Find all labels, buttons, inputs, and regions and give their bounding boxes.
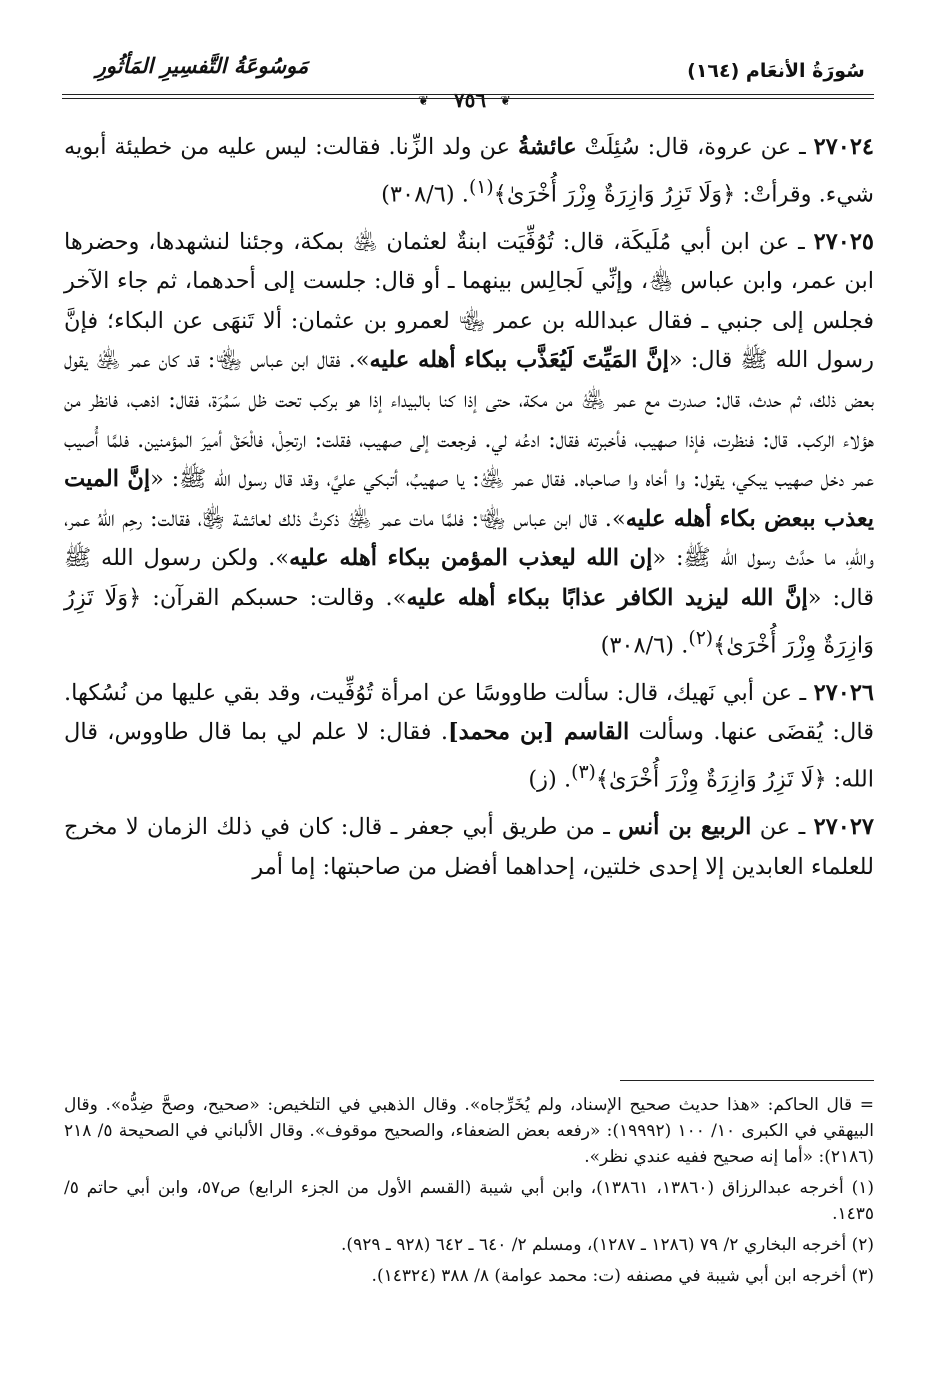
footnote-separator [620,1080,874,1081]
narrator-name: الربيع بن أنس [618,814,752,840]
entry-text: ـ عن عروة، قال: سُئِلَتْ [576,134,806,160]
footnote-ref: (٢) [688,627,714,649]
page-number: ٧٥٦ [453,88,487,112]
footnotes [64,1092,874,1294]
entry-27027 [64,808,874,887]
entry-reference: . (٣٠٨/٦) [381,181,469,208]
footnote-continued: = قال الحاكم: «هذا حديث صحيح الإسناد، ولم يُخَرِّجاه». وقال الذهبي في التلخيص: «صحيح، وصحَّ ضِدُّه». وقال البيهقي في الكبرى ١٠/ ١٠٠ (١٩٩٩٢): «رفعه بعض الضعفاء، والصحيح موقوف». وقال الألباني في الصحيحة ٥/ ٢١٨ (٢١٨٦): «أما إنه صحيح ففيه عندي نظر». [64,1095,874,1167]
entry-text: ـ من طريق أبي جعفر ـ قال: كان في ذلك الزمان لا مخرج للعلماء العابدين إلا إحدى خلتين، إحداهما أفضل من صاحبتها: إما أمر [64,814,874,880]
entry-text: ـ عن [751,814,806,840]
entry-text: ». وقالت: حسبكم القرآن: ﴿وَلَا تَزِرُ وَازِرَةٌ وِزْرَ أُخْرَىٰ﴾ [64,585,874,659]
entry-text: . فقال: لا علم لي بما قال طاووس، قال الله: ﴿لَا تَزِرُ وَازِرَةٌ وِزْرَ أُخْرَىٰ﴾ [64,719,874,793]
surah-header: سُورَةُ الأنعَام (١٦٤) [687,60,865,82]
book-title-header: مَوسُوعَةُ التَّفسِيرِ المَأثُورِ [95,54,309,78]
footnote-ref: (٣) [571,761,596,783]
hadith-quote: إنَّ الميت يعذب ببعض بكاء أهله عليه [64,466,874,532]
hadith-quote: إنَّ الله ليزيد الكافر عذابًا ببكاء أهله عليه [406,585,808,612]
entry-text: ». قال ابن عباس ﵄: فلمَّا مات عمر ﵁ ذكرتُ ذلك لعائشة ﵂، فقالت: رحِم اللهُ عمر، واللهِ، ما حدَّث رسول الله ﷺ: « [64,505,874,572]
entry-reference: . (٣٠٨/٦) [600,632,689,659]
entry-text: ـ عن ابن أبي مُلَيكَة، قال: تُوُفِّيَت ابنةٌ لعثمان ﵁ بمكة، وجئنا لنشهدها، وحضرها ابن عمر، وابن عباس ﵃، وإنِّي لَجالِس بينهما ـ أو قال: جلست إلى أحدهما، ثم جاء الآخر فجلس إلى جنبي ـ فقال عبدالله بن عمر ﵄ لعمرو بن عثمان: ألا تَنهَى عن البكاء؛ فإنَّ رسول الله ﷺ قال: « [64,228,874,374]
entry-number: ٢٧٠٢٧ [813,814,875,840]
entry-number: ٢٧٠٢٦ [813,679,874,706]
footnote-ref: (١) [468,176,494,198]
narrator-name: القاسم [بن محمد] [448,719,630,746]
header-rule [62,94,874,95]
entry-reference: . (ز) [528,766,572,793]
entry-text: عن ولد الزِّنا. فقالت: ليس عليه من خطيئة أبويه شيء. وقرأتْ: ﴿وَلَا تَزِرُ وَازِرَةٌ وِزْرَ أُخْرَىٰ﴾ [64,134,874,208]
ornament-right-icon: ❦ [500,94,511,109]
main-text [64,128,874,895]
hadith-quote: إنَّ المَيِّتَ لَيُعَذَّب ببكاء أهله عليه [369,347,669,374]
footnote-1: (١) أخرجه عبدالرزاق (١٣٨٦٠، ١٣٨٦١)، وابن أبي شيبة (القسم الأول من الجزء الرابع) ص٥٧، وابن أبي حاتم ٥/ ١٤٣٥. [64,1178,874,1224]
entry-text: ». ولكن رسول الله ﷺ قال: « [64,545,874,612]
ornament-left-icon: ❦ [418,94,429,109]
entry-27025 [64,223,874,666]
hadith-quote: إن الله ليعذب المؤمن ببكاء أهله عليه [289,545,653,572]
entry-text: ـ عن أبي نَهيك، قال: سألت طاووسًا عن امرأة تُوُفِّيت، وقد بقي عليها من نُسُكها. قال: يُقضَى عنها. وسألت [64,679,874,746]
header-rule-thin [62,98,874,99]
entry-27024 [64,128,874,215]
entry-number: ٢٧٠٢٤ [813,134,874,160]
narrator-name: عائشةُ [517,134,577,160]
entry-27026 [64,674,874,800]
entry-number: ٢٧٠٢٥ [813,228,874,255]
footnote-2: (٢) أخرجه البخاري ٢/ ٧٩ (١٢٨٦ ـ ١٢٨٧)، ومسلم ٢/ ٦٤٠ ـ ٦٤٢ (٩٢٨ ـ ٩٢٩). [341,1235,874,1255]
entry-text: ». فقال ابن عباس ﵄: قد كان عمر ﵁ يقول بعض ذلك، ثم حدث، قال: صدرت مع عمر ﵁ من مكة، حتى إذا كنا بالبيداء إذا هو بركب تحت ظل سَمُرَة، فقال: اذهب، فانظر من هؤلاء الركب. قال: فنظرت، فإذا صهيب، فأخبرته فقال: ادعُه لي. فرجعت إلى صهيب، فقلت: ارتحِلْ، فالْحَقْ أميرَ المؤمنين. فلمَّا أُصيب عمر دخل صهيب يبكي، يقول: وا أخاه وا صاحباه. فقال عمر ﵁: يا صهيبُ، أتبكي عليَّ، وقد قال رسول الله ﷺ: « [64,347,875,493]
footnote-3: (٣) أخرجه ابن أبي شيبة في مصنفه (ت: محمد عوامة) ٨/ ٣٨٨ (١٤٣٢٤). [371,1266,874,1286]
